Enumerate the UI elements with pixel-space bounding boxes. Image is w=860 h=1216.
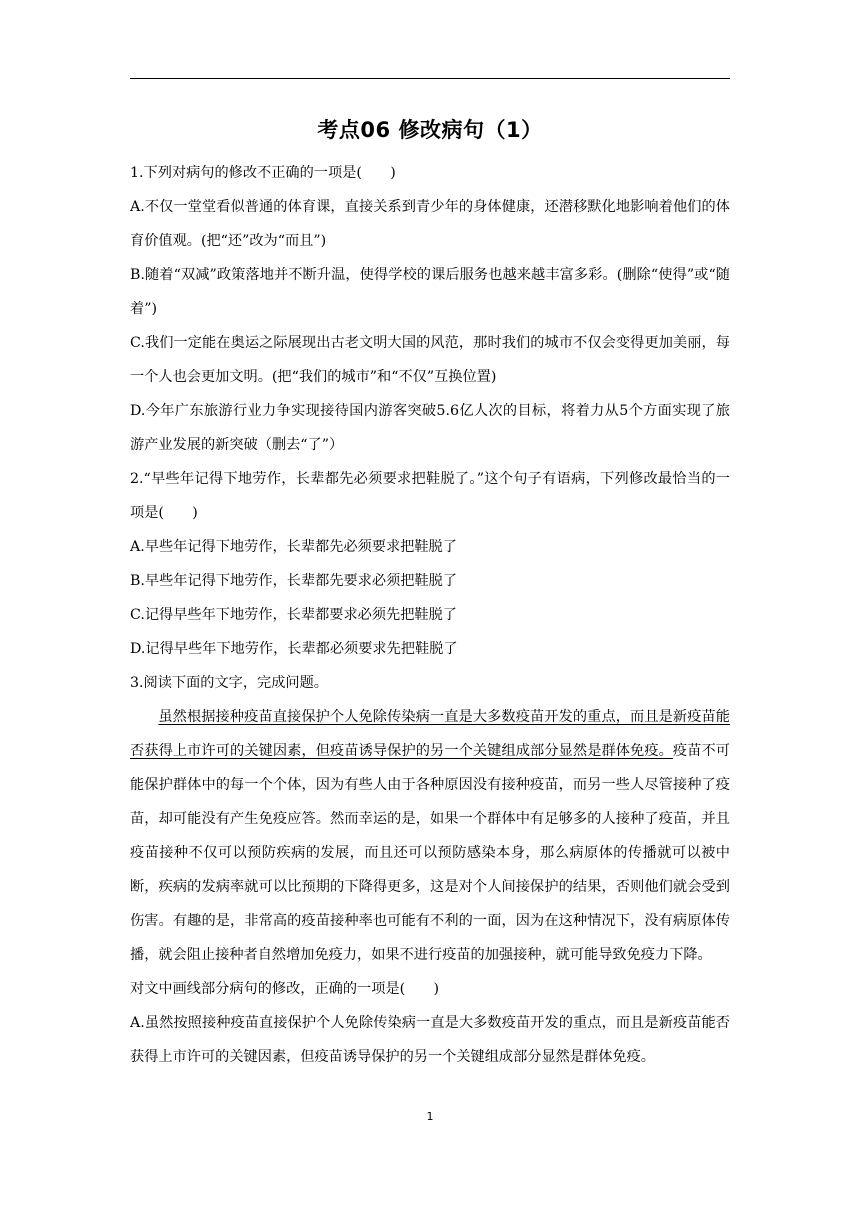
question-2-stem: 2.“早些年记得下地劳作，长辈都先必须要求把鞋脱了。”这个句子有语病，下列修改最恰当的一项是( ) (130, 471, 730, 521)
question-1-option-b: B.随着“双减”政策落地并不断升温，使得学校的课后服务也越来越丰富多彩。(删除“使得”或“随着”) (130, 267, 730, 317)
underlined-sentence: 虽然根据接种疫苗直接保护个人免除传染病一直是大多数疫苗开发的重点，而且是新疫苗能否获得上市许可的关键因素，但疫苗诱导保护的另一个关键组成部分显然是群体免疫。 (130, 709, 730, 759)
header-rule (130, 78, 730, 79)
question-3-option-a: A.虽然按照接种疫苗直接保护个人免除传染病一直是大多数疫苗开发的重点，而且是新疫苗能否获得上市许可的关键因素，但疫苗诱导保护的另一个关键组成部分显然是群体免疫。 (130, 1015, 730, 1065)
question-2-option-a: A.早些年记得下地劳作，长辈都先必须要求把鞋脱了 (130, 539, 457, 555)
passage-rest: 疫苗不可能保护群体中的每一个个体，因为有些人由于各种原因没有接种疫苗，而另一些人尽管接种了疫苗，却可能没有产生免疫应答。然而幸运的是，如果一个群体中有足够多的人接种了疫苗，并且疫苗接种不仅可以预防疾病的发展，而且还可以预防感染本身，那么病原体的传播就可以被中断，疾病的发病率就可以比预期的下降得更多，这是对个人间接保护的结果，否则他们就会受到伤害。有趣的是，非常高的疫苗接种率也可能有不利的一面，因为在这种情况下，没有病原体传播，就会阻止接种者自然增加免疫力，如果不进行疫苗的加强接种，就可能导致免疫力下降。 (130, 743, 730, 963)
page-title: 考点06 修改病句（1） (317, 118, 543, 142)
question-2-option-c: C.记得早些年下地劳作，长辈都要求必须先把鞋脱了 (130, 607, 457, 623)
page-number: 1 (426, 1110, 434, 1123)
question-1-option-c: C.我们一定能在奥运之际展现出古老文明大国的风范，那时我们的城市不仅会变得更加美丽，每一个人也会更加文明。(把“我们的城市”和“不仅”互换位置) (130, 335, 730, 385)
document-body (130, 156, 730, 1074)
question-2-option-b: B.早些年记得下地劳作，长辈都先要求必须把鞋脱了 (130, 573, 458, 589)
question-3-passage (130, 700, 730, 972)
question-1-option-a: A.不仅一堂堂看似普通的体育课，直接关系到青少年的身体健康，还潜移默化地影响着他们的体育价值观。(把“还”改为“而且”) (130, 199, 730, 249)
question-1-option-d: D.今年广东旅游行业力争实现接待国内游客突破5.6亿人次的目标，将着力从5个方面实现了旅游产业发展的新突破（删去“了”） (130, 403, 730, 453)
question-1-stem: 1.下列对病句的修改不正确的一项是( ) (130, 165, 396, 181)
question-3-sub-stem: 对文中画线部分病句的修改，正确的一项是( ) (130, 981, 440, 997)
question-2-option-d: D.记得早些年下地劳作，长辈都必须要求先把鞋脱了 (130, 641, 458, 657)
question-3-stem: 3.阅读下面的文字，完成问题。 (130, 675, 328, 691)
